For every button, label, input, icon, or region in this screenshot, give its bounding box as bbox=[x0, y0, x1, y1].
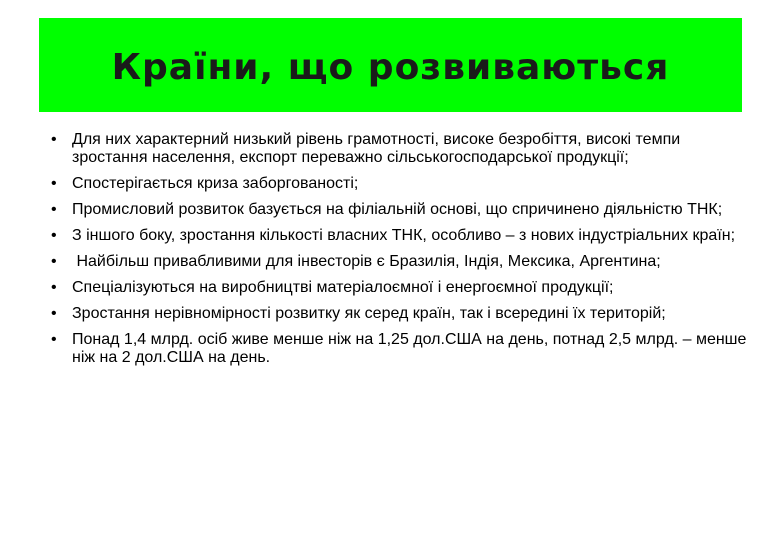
bullet-text: Спеціалізуються на виробництві матеріалоємної і енергоємної продукції; bbox=[72, 279, 614, 296]
bullet-item bbox=[47, 331, 747, 367]
bullet-item bbox=[47, 253, 747, 271]
bullet-text: Для них характерний низький рівень грамотності, високе безробіття, високі темпи зростання населення, експорт переважно сільськогосподарської продукції; bbox=[72, 131, 681, 166]
bullet-text: Промисловий розвиток базується на філіальній основі, що спричинено діяльністю ТНК; bbox=[72, 201, 723, 218]
bullet-text: Зростання нерівномірності розвитку як серед країн, так і всередині їх територій; bbox=[72, 305, 666, 322]
bullet-marker: • bbox=[51, 175, 57, 192]
bullet-text: Найбільш привабливими для інвесторів є Бразилія, Індія, Мексика, Аргентина; bbox=[72, 253, 661, 270]
bullet-marker: • bbox=[51, 331, 57, 348]
bullet-marker: • bbox=[51, 227, 57, 244]
bullet-marker: • bbox=[51, 201, 57, 218]
bullet-marker: • bbox=[51, 305, 57, 322]
slide-title: Країни, що розвиваються bbox=[111, 46, 670, 88]
bullet-marker: • bbox=[51, 279, 57, 296]
slide-title-banner bbox=[39, 18, 742, 112]
bullet-item bbox=[47, 201, 747, 219]
bullet-text: Понад 1,4 млрд. осіб живе менше ніж на 1,25 дол.США на день, потнад 2,5 млрд. – менше ніж на 2 дол.США на день. bbox=[72, 331, 747, 366]
bullet-item bbox=[47, 131, 747, 167]
bullet-marker: • bbox=[51, 253, 57, 270]
bullet-item bbox=[47, 227, 747, 245]
bullet-item bbox=[47, 305, 747, 323]
bullet-text: З іншого боку, зростання кількості власних ТНК, особливо – з нових індустріальних країн; bbox=[72, 227, 736, 244]
bullet-item bbox=[47, 175, 747, 193]
bullet-marker: • bbox=[51, 131, 57, 148]
bullet-item bbox=[47, 279, 747, 297]
bullet-list bbox=[47, 131, 747, 375]
bullet-text: Спостерігається криза заборгованості; bbox=[72, 175, 359, 192]
